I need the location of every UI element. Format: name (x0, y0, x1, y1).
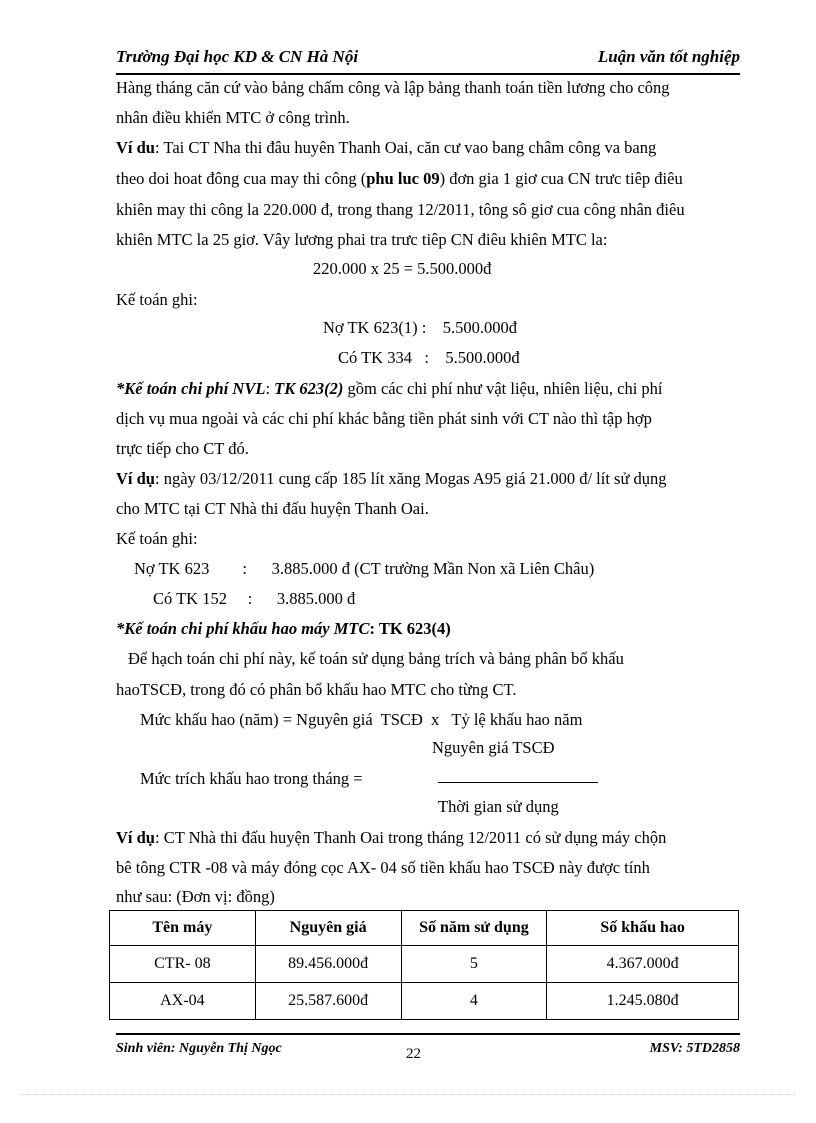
header-rule (116, 73, 740, 75)
depr-formula-numerator: Nguyên giá TSCĐ (432, 738, 555, 757)
example1-debit: Nợ TK 623(1) : 5.500.000đ (323, 318, 518, 337)
table-header-cell: Số khấu hao (547, 911, 739, 946)
nvl-line1: *Kế toán chi phí NVL: TK 623(2) gồm các chi phí như vật liệu, nhiên liệu, chi phí (116, 379, 663, 398)
table-cell: 89.456.000đ (255, 946, 401, 983)
page-edge-divider (20, 1094, 796, 1095)
para1-line1: Hàng tháng căn cứ vào bảng chấm công và lập bảng thanh toán tiền lương cho công (116, 78, 670, 97)
depr-line2: Để hạch toán chi phí này, kế toán sử dụng bảng trích và bảng phân bổ khấu (128, 649, 624, 668)
table-cell: 5 (401, 946, 547, 983)
table-cell: AX-04 (110, 983, 256, 1020)
depreciation-table (109, 910, 739, 1020)
table-header-cell: Số năm sử dụng (401, 911, 547, 946)
example2-debit: Nợ TK 623 : 3.885.000 đ (CT trường Mần Non xã Liên Châu) (134, 559, 595, 578)
table-row (110, 946, 739, 983)
depr-line1 (116, 619, 451, 639)
table-cell: CTR- 08 (110, 946, 256, 983)
example1-label: Ví du (116, 138, 155, 157)
depr-title: *Kế toán chi phí khấu hao máy MTC (116, 619, 370, 638)
table-cell: 4.367.000đ (547, 946, 739, 983)
example1-formula: 220.000 x 25 = 5.500.000đ (313, 259, 492, 278)
example2-line2: cho MTC tại CT Nhà thi đấu huyện Thanh Oai. (116, 499, 429, 518)
depr-formula-annual: Mức khấu hao (năm) = Nguyên giá TSCĐ x Tỷ lệ khấu hao năm (140, 710, 583, 729)
header-thesis: Luận văn tốt nghiệp (597, 47, 740, 66)
table-header-cell: Nguyên giá (255, 911, 401, 946)
nvl-title: *Kế toán chi phí NVL (116, 379, 266, 398)
nvl-account: TK 623(2) (274, 379, 344, 398)
depr-formula-denominator: Thời gian sử dụng (438, 797, 559, 816)
appendix-ref: phu luc 09 (366, 169, 440, 188)
example3-line3: như sau: (Đơn vị: đồng) (116, 887, 275, 906)
page-number: 22 (406, 1046, 421, 1062)
example1-line3: khiên may thi công la 220.000 đ, trong thang 12/2011, tông sô giơ cua công nhân điêu (116, 200, 685, 219)
para1-line2: nhân điều khiển MTC ở công trình. (116, 108, 350, 127)
table-row (110, 983, 739, 1020)
nvl-line3: trực tiếp cho CT đó. (116, 439, 249, 458)
nvl-line2: dịch vụ mua ngoài và các chi phí khác bằng tiền phát sinh với CT nào thì tập hợp (116, 409, 652, 428)
table-cell: 25.587.600đ (255, 983, 401, 1020)
example1-line2: theo doi hoat đông cua may thi công (phu luc 09) đơn gia 1 giơ cua CN trưc tiêp điêu (116, 169, 683, 188)
depr-account: : TK 623(4) (369, 619, 451, 638)
example1-line4: khiên MTC la 25 giơ. Vây lương phai tra trưc tiêp CN điêu khiên MTC la: (116, 230, 608, 249)
example3-line2: bê tông CTR -08 và máy đóng cọc AX- 04 số tiền khấu hao TSCĐ này được tính (116, 858, 650, 877)
table-cell: 4 (401, 983, 547, 1020)
example2-entry-intro: Kế toán ghi: (116, 529, 198, 548)
header-school: Trường Đại học KD & CN Hà Nội (116, 47, 359, 66)
table-cell: 1.245.080đ (547, 983, 739, 1020)
table-header-row (110, 911, 739, 946)
example1-entry-intro: Kế toán ghi: (116, 290, 198, 309)
depr-formula-label: Mức trích khấu hao trong tháng = (140, 769, 363, 788)
example1-line1: Ví du: Tai CT Nha thi đâu huyên Thanh Oai, căn cư vao bang châm công va bang (116, 138, 657, 157)
table-header-cell: Tên máy (110, 911, 256, 946)
example2-label: Ví dụ (116, 469, 155, 488)
example1-credit: Có TK 334 : 5.500.000đ (338, 348, 520, 367)
depr-line3: haoTSCĐ, trong đó có phân bổ khấu hao MTC cho từng CT. (116, 680, 517, 699)
example2-line1: Ví dụ: ngày 03/12/2011 cung cấp 185 lít xăng Mogas A95 giá 21.000 đ/ lít sử dụng (116, 469, 667, 488)
footer-student: Sinh viên: Nguyễn Thị Ngọc (116, 1041, 282, 1056)
example2-credit: Có TK 152 : 3.885.000 đ (153, 589, 356, 608)
example3-label: Ví dụ (116, 828, 155, 847)
depr-fraction-bar (438, 782, 598, 783)
example3-line1: Ví dụ: CT Nhà thi đấu huyện Thanh Oai trong tháng 12/2011 có sử dụng máy chộn (116, 828, 667, 847)
footer-student-id: MSV: 5TD2858 (649, 1041, 740, 1056)
footer-rule (116, 1033, 740, 1035)
